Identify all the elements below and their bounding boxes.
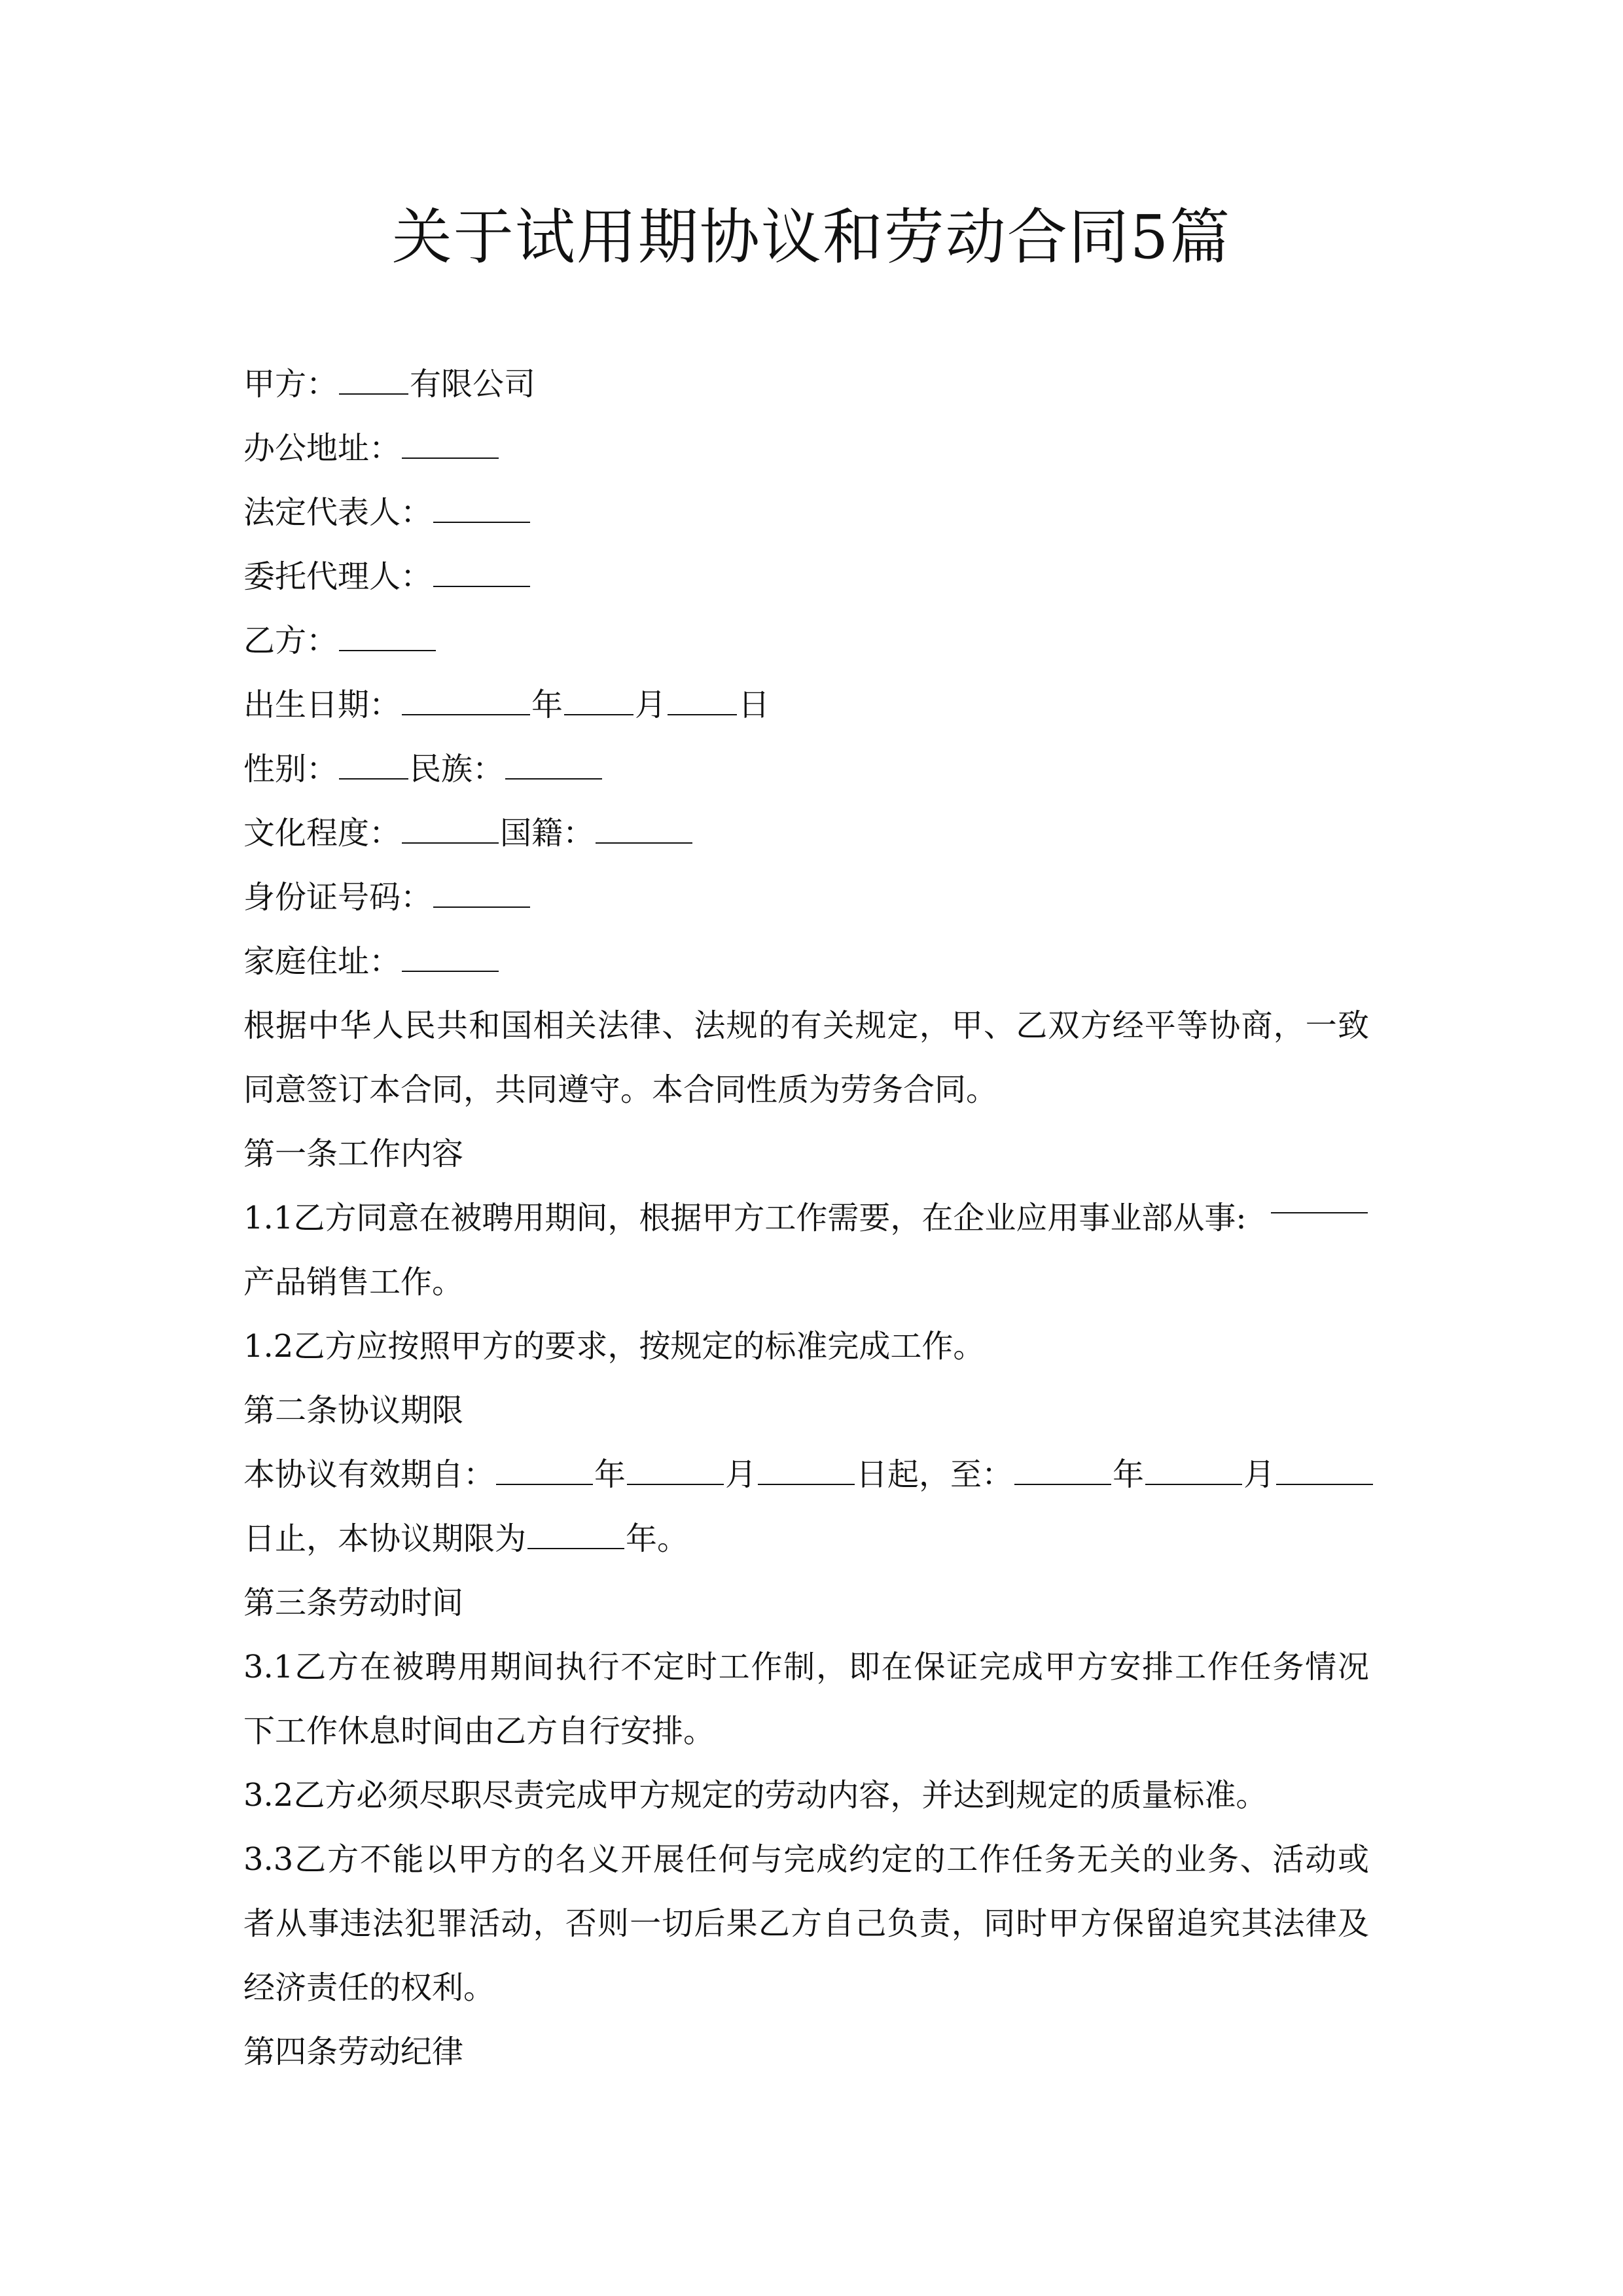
month-label: 月 [725,1456,757,1493]
birth-year-blank[interactable] [402,688,530,715]
term-to-day-blank[interactable] [1276,1458,1373,1485]
clause-1-1-line-2: 产品销售工作。 [243,1264,464,1300]
clause-1-2: 1.2乙方应按照甲方的要求，按规定的标准完成工作。 [243,1328,985,1365]
term-from-label: 本协议有效期自： [243,1456,495,1493]
article-1-heading: 第一条工作内容 [243,1136,464,1172]
term-to-month-blank[interactable] [1145,1458,1242,1485]
office-address-line [243,416,1369,480]
party-a-label: 甲方： [243,366,338,403]
intro-paragraph-line-2: 同意签订本合同，共同遵守。本合同性质为劳务合同。 [243,1071,998,1108]
term-from-year-blank[interactable] [496,1458,593,1485]
ethnicity-label: 民族： [410,751,505,787]
clause-3-2: 3.2乙方必须尽职尽责完成甲方规定的劳动内容，并达到规定的质量标准。 [243,1777,1268,1814]
office-address-blank[interactable] [402,431,499,459]
education-label: 文化程度： [243,815,401,852]
id-number-line [243,865,1369,929]
term-duration-blank[interactable] [527,1522,624,1549]
legal-rep-line [243,480,1369,545]
party-b-blank[interactable] [339,624,436,651]
day-label: 日 [738,687,770,723]
gender-ethnicity-line [243,737,1369,801]
education-nationality-line [243,801,1369,865]
party-a-line [243,352,1369,416]
year-label: 年 [1113,1456,1145,1493]
office-address-label: 办公地址： [243,430,401,467]
intro-paragraph-line-1: 根据中华人民共和国相关法律、法规的有关规定，甲、乙双方经平等协商，一致 [243,1007,1369,1044]
party-a-suffix: 有限公司 [410,366,536,403]
party-a-blank[interactable] [339,367,408,395]
clause-3-3-line-2: 者从事违法犯罪活动，否则一切后果乙方自己负责，同时甲方保留追究其法律及 [243,1905,1369,1942]
month-label: 月 [1243,1456,1275,1493]
article-4-heading: 第四条劳动纪律 [243,2034,464,2070]
gender-label: 性别： [243,751,338,787]
birth-month-blank[interactable] [564,688,633,715]
term-duration-suffix: 年。 [626,1520,689,1557]
term-to-year-blank[interactable] [1014,1458,1111,1485]
clause-1-1-text: 1.1乙方同意在被聘用期间，根据甲方工作需要，在企业应用事业部从事: [243,1200,1247,1236]
id-number-blank[interactable] [433,880,530,908]
home-address-label: 家庭住址： [243,943,401,980]
clause-3-3-line-1: 3.3乙方不能以甲方的名义开展任何与完成约定的工作任务无关的业务、活动或 [243,1841,1369,1878]
term-to-label: 日起，至： [856,1456,1014,1493]
agent-line [243,545,1369,609]
legal-rep-blank[interactable] [433,495,530,523]
year-label: 年 [531,687,563,723]
document-title: 关于试用期协议和劳动合同5篇 [391,202,1232,272]
clause-3-1-line-2: 下工作休息时间由乙方自行安排。 [243,1713,715,1749]
party-b-line [243,609,1369,673]
party-b-label: 乙方： [243,622,338,659]
article-2-heading: 第二条协议期限 [243,1392,464,1429]
ethnicity-blank[interactable] [505,752,602,780]
birth-date-line [243,673,1369,737]
clause-3-1-line-1: 3.1乙方在被聘用期间执行不定时工作制，即在保证完成甲方安排工作任务情况 [243,1649,1369,1685]
agent-blank[interactable] [433,560,530,587]
nationality-blank[interactable] [596,816,692,844]
term-from-month-blank[interactable] [627,1458,724,1485]
clause-3-3-line-3: 经济责任的权利。 [243,1969,495,2006]
term-from-day-blank[interactable] [758,1458,855,1485]
birth-date-label: 出生日期： [243,687,401,723]
birth-day-blank[interactable] [668,688,737,715]
clause-1-1-line-1 [243,1186,1369,1250]
month-label: 月 [635,687,667,723]
education-blank[interactable] [402,816,499,844]
term-line-2 [243,1507,1369,1571]
year-label: 年 [594,1456,626,1493]
term-line-1 [243,1443,1369,1507]
document-body [243,352,1369,2084]
home-address-blank[interactable] [402,944,499,972]
legal-rep-label: 法定代表人： [243,494,433,531]
agent-label: 委托代理人： [243,558,433,595]
nationality-label: 国籍： [500,815,595,852]
clause-1-1-blank[interactable] [1271,1186,1368,1213]
term-duration-label: 日止，本协议期限为 [243,1520,527,1557]
id-number-label: 身份证号码： [243,879,433,916]
home-address-line [243,929,1369,994]
article-3-heading: 第三条劳动时间 [243,1585,464,1621]
gender-blank[interactable] [339,752,408,780]
